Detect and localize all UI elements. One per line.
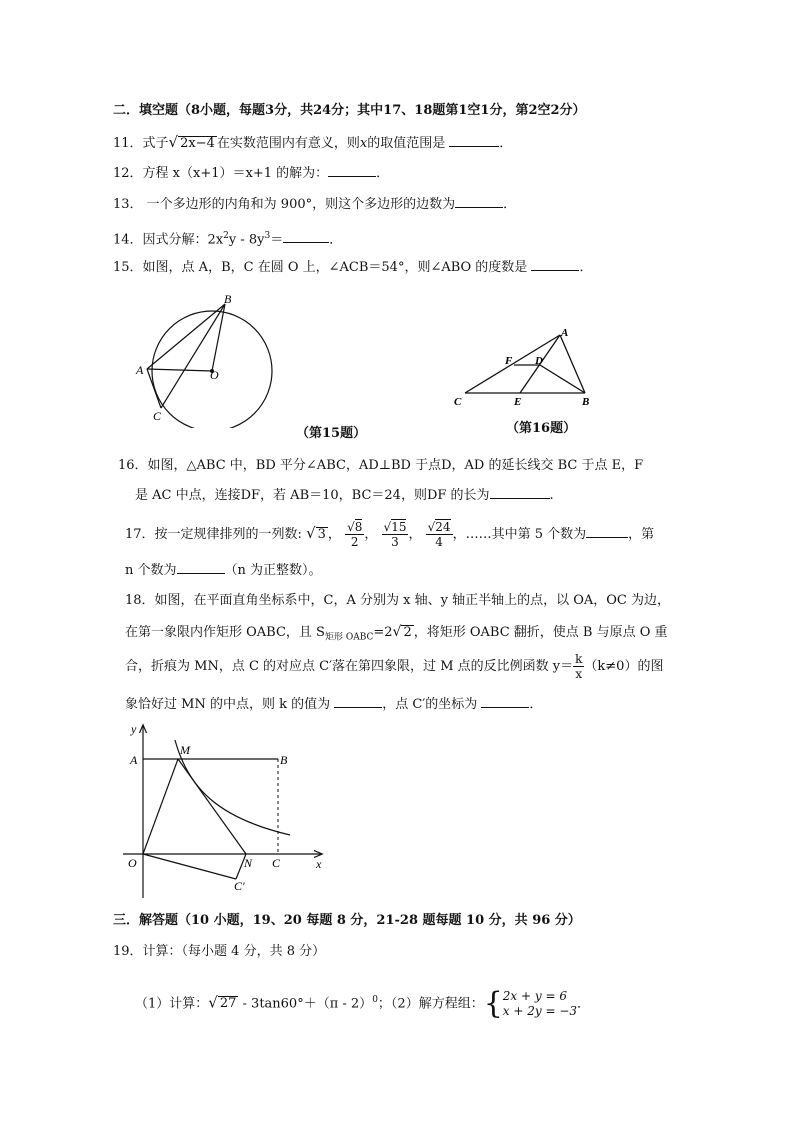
fig18-label-C: C xyxy=(272,856,281,870)
fig16-label-F: F xyxy=(505,355,513,367)
fig15-label-C: C xyxy=(153,409,162,423)
q17-item-4: $\frac{√24}{4}$ xyxy=(427,520,451,549)
fig18-hyperbola xyxy=(175,740,290,835)
question-18-line-1: 18．如图，在平面直角坐标系中，C，A 分别为 x 轴、y 轴正半轴上的点，以 OA，OC 为边， xyxy=(125,593,670,608)
fig16-label-B: B xyxy=(582,396,590,408)
question-17-line-2: n 个数为 （n 为正整数）。 xyxy=(125,563,322,578)
fig16-label-A: A xyxy=(561,327,569,339)
q19-equation-system: 2x + y = 6 x + 2y = −3 xyxy=(502,988,578,1018)
fig18-segment-OM xyxy=(143,759,178,854)
question-19-line-1: 19．计算：（每小题 4 分，共 8 分） xyxy=(113,944,326,959)
q18-answer-blank-1[interactable] xyxy=(334,695,382,708)
fig16-label-C: C xyxy=(454,396,462,408)
figure-18 xyxy=(118,718,338,903)
q11-radicand: 2x−4 xyxy=(180,136,215,151)
question-16-line-2: 是 AC 中点，连接DF，若 AB＝10，BC＝24，则DF 的长为 . xyxy=(135,488,554,503)
q15-answer-blank[interactable] xyxy=(531,258,579,271)
fig15-label-B: B xyxy=(224,292,232,306)
q13-answer-blank[interactable] xyxy=(455,195,503,208)
question-12: 12．方程 x（x+1）＝x+1 的解为： ． xyxy=(113,166,390,181)
fig18-label-B: B xyxy=(280,753,288,767)
fig18-segment-OCp xyxy=(143,854,236,879)
fig16-segment-DB xyxy=(540,365,585,393)
question-16-line-1: 16．如图，△ABC 中，BD 平分∠ABC，AD⊥BD 于点D，AD 的延长线交 BC 于点 E，F xyxy=(118,458,644,473)
q16-answer-blank[interactable] xyxy=(490,486,550,499)
fig15-caption: （第15题） xyxy=(296,426,367,441)
fig18-label-O: O xyxy=(128,856,137,870)
question-18-line-4: 象恰好过 MN 的中点，则 k 的值为 ，点 C′的坐标为 ． xyxy=(125,697,543,712)
q17-answer-blank-1[interactable] xyxy=(586,525,628,538)
question-19-line-2: （1）计算：√ 27 - 3tan60°＋（π - 2）$^0$；（2）解方程组：{ 2x + y = 6 x + 2y = −3 ． xyxy=(135,985,591,1021)
question-15: 15．如图，点 A，B，C 在圆 O 上，∠ACB＝54°，则∠ABO 的度数是 ． xyxy=(113,260,593,275)
question-18-line-3: 合，折痕为 MN，点 C 的对应点 C′落在第四象限，过 M 点的反比例函数 y＝ $\frac{k}{x}$ （k≠0）的图 xyxy=(125,652,664,681)
question-18-line-2: 在第一象限内作矩形 OABC，且 $S_{矩形 OABC}=2√$ 2 ，将矩形 OABC 翻折，使点 B 与原点 O 重 xyxy=(125,624,668,643)
fig16-caption: （第16题） xyxy=(506,421,577,436)
fig15-label-O: O xyxy=(210,368,219,382)
fig18-label-M: M xyxy=(180,743,190,757)
question-17-line-1: 17．按一定规律排列的一列数: √ 3 ， $\frac{√8}{2}$ ， $\frac{√15}{3}$ ， $\frac{√24}{4}$ ，……其中第 5 个数为 ，第 xyxy=(125,520,655,549)
figure-15 xyxy=(130,288,280,428)
fig18-label-A: A xyxy=(130,753,138,767)
fig15-segment-AC xyxy=(147,369,161,408)
fig18-label-x: x xyxy=(316,857,322,871)
section-3-heading: 三．解答题（10 小题，19、20 每题 8 分，21-28 题每题 10 分，共 96 分） xyxy=(113,913,581,928)
fig16-segment-AB xyxy=(560,335,585,393)
fig18-segment-MN xyxy=(178,759,246,854)
q17-item-2: $\frac{√8}{2}$ xyxy=(347,520,363,549)
fig18-label-Cprime: C′ xyxy=(234,879,245,893)
question-11: 11．式子√ 2x−4 在实数范围内有意义，则x的取值范围是 ． xyxy=(113,133,513,151)
q17-answer-blank-2[interactable] xyxy=(177,561,225,574)
fig15-segment-AB xyxy=(147,304,225,369)
fig15-label-A: A xyxy=(136,363,144,377)
q17-item-3: $\frac{√15}{3}$ xyxy=(383,520,407,549)
fig16-label-D: D xyxy=(535,355,543,367)
q18-answer-blank-2[interactable] xyxy=(481,695,529,708)
q17-item-1: 3 xyxy=(317,527,326,542)
q11-answer-blank[interactable] xyxy=(449,134,499,147)
question-14: 14．因式分解：$2x^2y - 8y^3=$ ． xyxy=(113,231,343,248)
fig15-segment-AO xyxy=(147,369,212,371)
figure-16 xyxy=(448,322,608,412)
q14-answer-blank[interactable] xyxy=(283,230,329,243)
fig16-label-E: E xyxy=(514,396,522,408)
fig18-label-N: N xyxy=(244,856,253,870)
question-13: 13． 一个多边形的内角和为 900°，则这个多边形的边数为 ． xyxy=(113,197,517,212)
q12-answer-blank[interactable] xyxy=(328,164,376,177)
section-2-heading: 二．填空题（8小题，每题3分，共24分；其中17、18题第1空1分，第2空2分） xyxy=(113,103,586,118)
fig16-segment-CA xyxy=(465,335,560,393)
fig18-label-y: y xyxy=(131,722,137,736)
